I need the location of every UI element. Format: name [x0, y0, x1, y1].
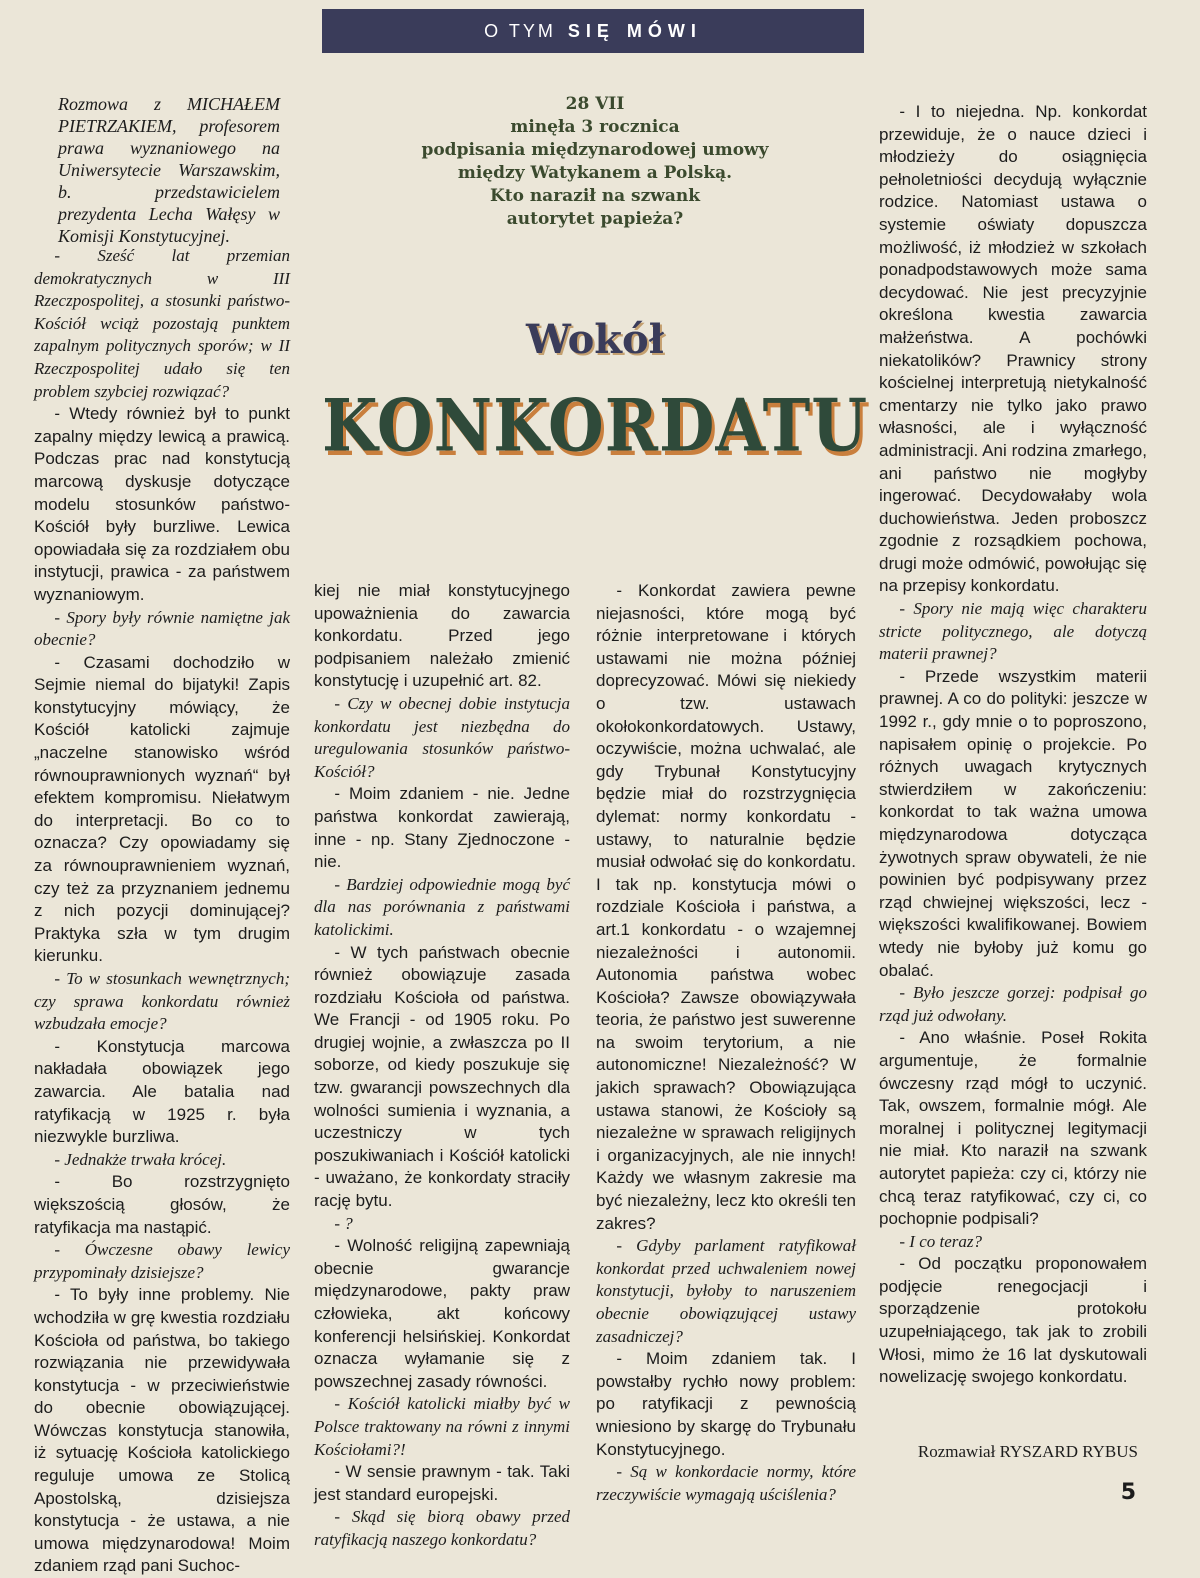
- section-header: [322, 9, 864, 53]
- interview-question: - Kościół katolicki miałby być w Polsce traktowany na równi z innymi Kościołami?!: [314, 1394, 570, 1459]
- interview-answer: - Od początku proponowałem podjęcie renegocjacji i sporządzenie protokołu uzupełniającego, tak jak to zrobili Włosi, mimo że 16 lat dyskutowali nowelizację swojego konkordatu.: [879, 1254, 1147, 1387]
- text-column-3: [596, 580, 856, 1506]
- text-column-1: [34, 245, 290, 1578]
- interview-answer: - Konkordat zawiera pewne niejasności, które mogą być różnie interpretowane i których ustawami nie można później doprecyzować. Mówi się niekiedy o tzw. ustawach okołokonkordatowych. Ustawy, oczywiście, można uchwalać, ale gdy Trybunał Konstytucyjny będzie miał do rozstrzygnięcia dylemat: normy konkordatu - ustawy, to naturalnie będzie musiał odwołać się do konkordatu. I tak np. konstytucja mówi o rozdziale Kościoła i państwa, a art.1 konkordatu - o wzajemnej niezależności i autonomii. Autonomia państwa wobec Kościoła? Zawsze obowiązywała teoria, że państwo jest suwerenne na swoim terytorium, a nie autonomiczne! Niezależność? W jakich sprawach? Obowiązująca ustawa stanowi, że Kościoły są niezależne w sprawach religijnych i organizacyjnych, ale nie innych! Każdy we własnym zakresie ma być niezależny, lecz kto określi ten zakres?: [596, 581, 856, 1233]
- interview-question: - Są w konkordacie normy, które rzeczywiście wymagają uściślenia?: [596, 1462, 856, 1504]
- interview-answer: - Konstytucja marcowa nakładała obowiązek jego zawarcia. Ale batalia nad ratyfikacją w 1925 r. była niezwykle burzliwa.: [34, 1036, 290, 1147]
- interview-question: - Było jeszcze gorzej: podpisał go rząd już odwołany.: [879, 983, 1147, 1025]
- interview-answer: - I to niejedna. Np. konkordat przewiduje, że o nauce dzieci i młodzieży do osiągnięcia pełnoletniości decydują wyłącznie rodzice. Natomiast ustawa o systemie oświaty dopuszcza możliwość, iż młodzież w szkołach ponadpodstawowych może sama decydować. Nie jest precyzyjnie określona kwestia zawarcia małżeństwa. A pochówki niekatolików? Prawnicy strony kościelnej interpretują nietykalność cmentarzy nie tylko jako prawo własności, ale i wyłączność administracji. Ani rodzina zmarłego, ani państwo nie mogłyby ingerować. Decydowałaby wola duchowieństwa. Jeden proboszcz zgodnie z rozsądkiem pochowa, drugi może odmówić, powołując się na przepisy konkordatu.: [879, 102, 1147, 596]
- interview-answer: - W tych państwach obecnie również obowiązuje zasada rozdziału Kościoła od państwa. We Francji - od 1905 roku. Po drugiej wojnie, a zwłaszcza po II soborze, od kiedy poszukuje się tzw. gwarancji powszechnych dla wolności sumienia i wyznania, a uczestniczy w tych poszukiwaniach i Kościół katolicki - uważano, że konkordaty straciły rację bytu.: [314, 942, 570, 1211]
- article-title-line-1: Wokół: [525, 316, 665, 363]
- article-title-line-2: KONKORDATU: [321, 384, 869, 469]
- page-number: 5: [1120, 1480, 1136, 1505]
- interview-question: - Sześć lat przemian demokratycznych w III Rzeczpospolitej, a stosunki państwo-Kościół wciąż pozostają punktem zapalnym politycznych sporów; w II Rzeczpospolitej udało się ten problem szybciej rozwiązać?: [34, 246, 290, 401]
- subheading-line: autorytet papieża?: [506, 209, 684, 229]
- section-label-word-2: MÓWI: [626, 20, 702, 41]
- section-label-light: O TYM: [484, 20, 556, 41]
- interview-question: - Jednakże trwała krócej.: [54, 1149, 227, 1169]
- section-label-bold: [568, 21, 702, 42]
- signature-prefix: Rozmawiał: [917, 1442, 996, 1461]
- interview-answer: - Moim zdaniem tak. I powstałby rychło nowy problem: po ratyfikacji z pewnością wniesiono by skargę do Trybunału Konstytucyjnego.: [596, 1349, 856, 1459]
- text-column-4: [879, 101, 1147, 1389]
- interview-answer: - To były inne problemy. Nie wchodziła w grę kwestia rozdziału Kościoła od państwa, bo takiego rozwiązania nie przewidywała konstytucja - w przeciwieństwie do obecnie obowiązującej. Wówczas konstytucja stanowiła, iż sytuację Kościoła katolickiego reguluje umowa ze Stolicą Apostolską, dzisiejsza konstytucja - że ustawa, a nie umowa międzynarodowa! Moim zdaniem rząd pani Suchoc-: [34, 1285, 290, 1576]
- author-signature: [880, 1442, 1138, 1462]
- subheading-line: 28 VII: [565, 94, 625, 114]
- subheading-line: Kto naraził na szwank: [489, 186, 701, 206]
- interview-answer: - W sensie prawnym - tak. Taki jest standard europejski.: [314, 1462, 570, 1504]
- interview-answer: - Bo rozstrzygnięto większością głosów, że ratyfikacja ma nastąpić.: [34, 1172, 290, 1237]
- interview-question: - To w stosunkach wewnętrznych; czy sprawa konkordatu również wzbudzała emocje?: [34, 969, 290, 1034]
- subheading-line: podpisania międzynarodowej umowy: [421, 140, 769, 160]
- subheading-line: minęła 3 rocznica: [510, 117, 680, 137]
- text-column-2: [314, 580, 570, 1552]
- interview-answer: - Wolność religijną zapewniają obecnie gwarancje międzynarodowe, pakty praw człowieka, akt końcowy konferencji helsińskiej. Konkordat oznacza wyłamanie się z powszechnej zasady równości.: [314, 1236, 570, 1391]
- article-subheading: [355, 93, 835, 231]
- signature-name: RYSZARD RYBUS: [999, 1442, 1138, 1461]
- interview-answer: - Wtedy również był to punkt zapalny między lewicą a prawicą. Podczas prac nad konstytucją marcową dyskusje dotyczące modelu stosunków państwo-Kościół były burzliwe. Lewica opowiadała się za rozdziałem obu instytucji, prawica - za państwem wyznaniowym.: [34, 404, 290, 604]
- interview-question: - Bardziej odpowiednie mogą być dla nas porównania z państwami katolickimi.: [314, 874, 570, 939]
- interview-answer: - Moim zdaniem - nie. Jedne państwa konkordat zawierają, inne - np. Stany Zjednoczone - nie.: [314, 784, 570, 872]
- interview-answer: - Ano właśnie. Poseł Rokita argumentuje, że formalnie ówczesny rząd mógł to uczynić. Tak, owszem, formalnie mógł. Ale moralnej i politycznej legitymacji nie miał. Kto naraził na szwank autorytet papieża: czy ci, którzy nie chcą teraz ratyfikować, czy ci, co pochopnie podpisali?: [879, 1028, 1147, 1229]
- interview-question: - Spory były równie namiętne jak obecnie?: [34, 607, 290, 650]
- interview-question: - Skąd się biorą obawy przed ratyfikacją naszego konkordatu?: [314, 1507, 570, 1549]
- interview-question: - Spory nie mają więc charakteru stricte politycznego, ale dotyczą materii prawnej?: [879, 599, 1147, 664]
- interview-answer: - Czasami dochodziło w Sejmie niemal do bijatyki! Zapis konstytucyjny mówiący, że Kościół katolicki zajmuje „naczelne stanowisko wśród równouprawnionych wyznań“ był efektem kompromisu. Niełatwym do interpretacji. Bo co to oznacza? Czy opowiadamy się za równouprawnieniem wyznań, czy też za przyznaniem jednemu z nich pozycji dominującej? Praktyka szła w tym drugim kierunku.: [34, 652, 290, 966]
- article-intro: Rozmowa z MICHAŁEM PIETRZAKIEM, profesorem prawa wyznaniowego na Uniwersytecie Warszawskim, b. przedstawicielem prezydenta Lecha Wałęsy w Komisji Konstytucyjnej.: [58, 94, 280, 246]
- interview-question: - Ówczesne obawy lewicy przypominały dzisiejsze?: [34, 1240, 290, 1282]
- subheading-line: między Watykanem a Polską.: [457, 163, 733, 183]
- interview-question: - I co teraz?: [899, 1231, 983, 1251]
- interview-answer: kiej nie miał konstytucyjnego upoważnienia do zawarcia konkordatu. Przed jego podpisaniem należało zmienić konstytucję i uzupełnić art. 82.: [314, 581, 570, 691]
- section-label-word-1: SIĘ: [567, 20, 615, 41]
- interview-question: - ?: [334, 1213, 353, 1233]
- interview-question: - Gdyby parlament ratyfikował konkordat przed uchwaleniem nowej konstytucji, byłoby to naruszeniem obecnie obowiązującej ustawy zasadniczej?: [596, 1236, 856, 1346]
- interview-answer: - Przede wszystkim materii prawnej. A co do polityki: jeszcze w 1992 r., gdy mnie o to poproszono, napisałem opinię o projekcie. Po różnych uwagach krytycznych stwierdziłem w zakończeniu: konkordat to tak ważna umowa międzynarodowa dotycząca żywotnych spraw obywateli, że nie powinien być podpisywany przez rząd chwiejnej większości, lecz - większości kwalifikowanej. Bowiem wtedy nie byłoby już komu go obalać.: [879, 666, 1147, 980]
- interview-question: - Czy w obecnej dobie instytucja konkordatu jest niezbędna do uregulowania stosunków państwo-Kościół?: [314, 693, 570, 781]
